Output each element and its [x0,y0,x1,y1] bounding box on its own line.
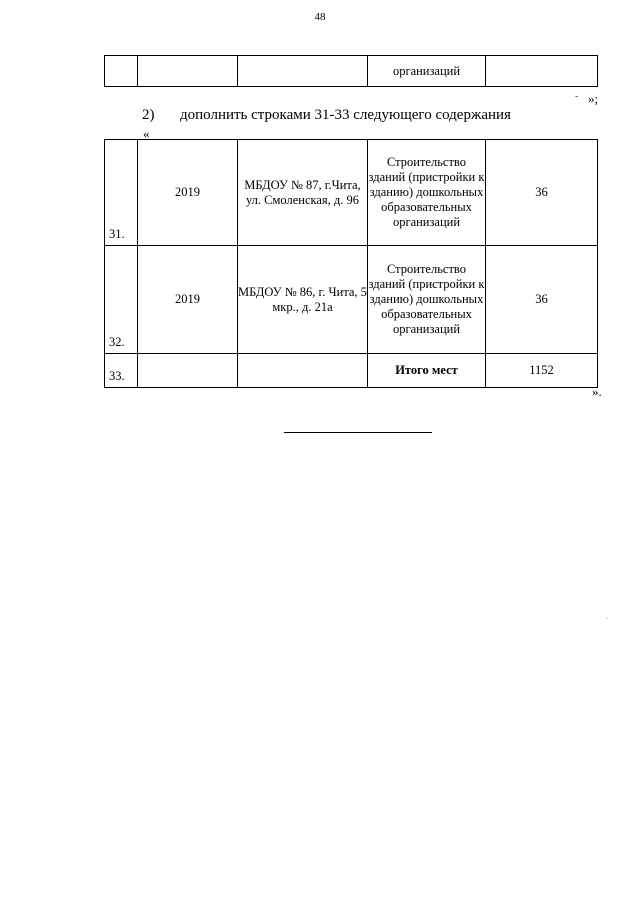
continued-table-fragment [104,55,598,87]
table-cell [138,56,238,87]
opening-quote: « [143,126,150,141]
table-cell [238,56,368,87]
instruction-number: 2) [142,107,155,123]
work-type-cell: Строительство зданий (пристройки к зданию) дошкольных образовательных организаций [368,246,486,354]
row-number: 33. [105,354,138,388]
table-row [105,246,598,354]
work-type-cell: Строительство зданий (пристройки к зданию) дошкольных образовательных организаций [368,140,486,246]
table-row [105,354,598,388]
added-rows-table [104,139,598,388]
table-row [105,140,598,246]
closing-quote: ». [592,384,602,399]
year-cell [138,354,238,388]
object-cell: МБДОУ № 87, г.Чита, ул. Смоленская, д. 96 [238,140,368,246]
page-number: 48 [314,11,326,23]
object-cell [238,354,368,388]
table-row [105,56,598,87]
row-number: 31. [105,140,138,246]
amendment-instruction [142,107,511,124]
scan-mark: . [606,612,608,621]
scan-mark: - [575,91,579,102]
separator-line [284,432,432,433]
table-cell: организаций [368,56,486,87]
table-cell [105,56,138,87]
closing-quote: »; [588,91,599,106]
row-number: 32. [105,246,138,354]
year-cell: 2019 [138,246,238,354]
year-cell: 2019 [138,140,238,246]
total-value-cell: 1152 [486,354,598,388]
total-label-cell: Итого мест [368,354,486,388]
instruction-text: дополнить строками 31-33 следующего содержания [180,107,511,123]
table-cell [486,56,598,87]
object-cell: МБДОУ № 86, г. Чита, 5 мкр., д. 21а [238,246,368,354]
places-cell: 36 [486,246,598,354]
places-cell: 36 [486,140,598,246]
